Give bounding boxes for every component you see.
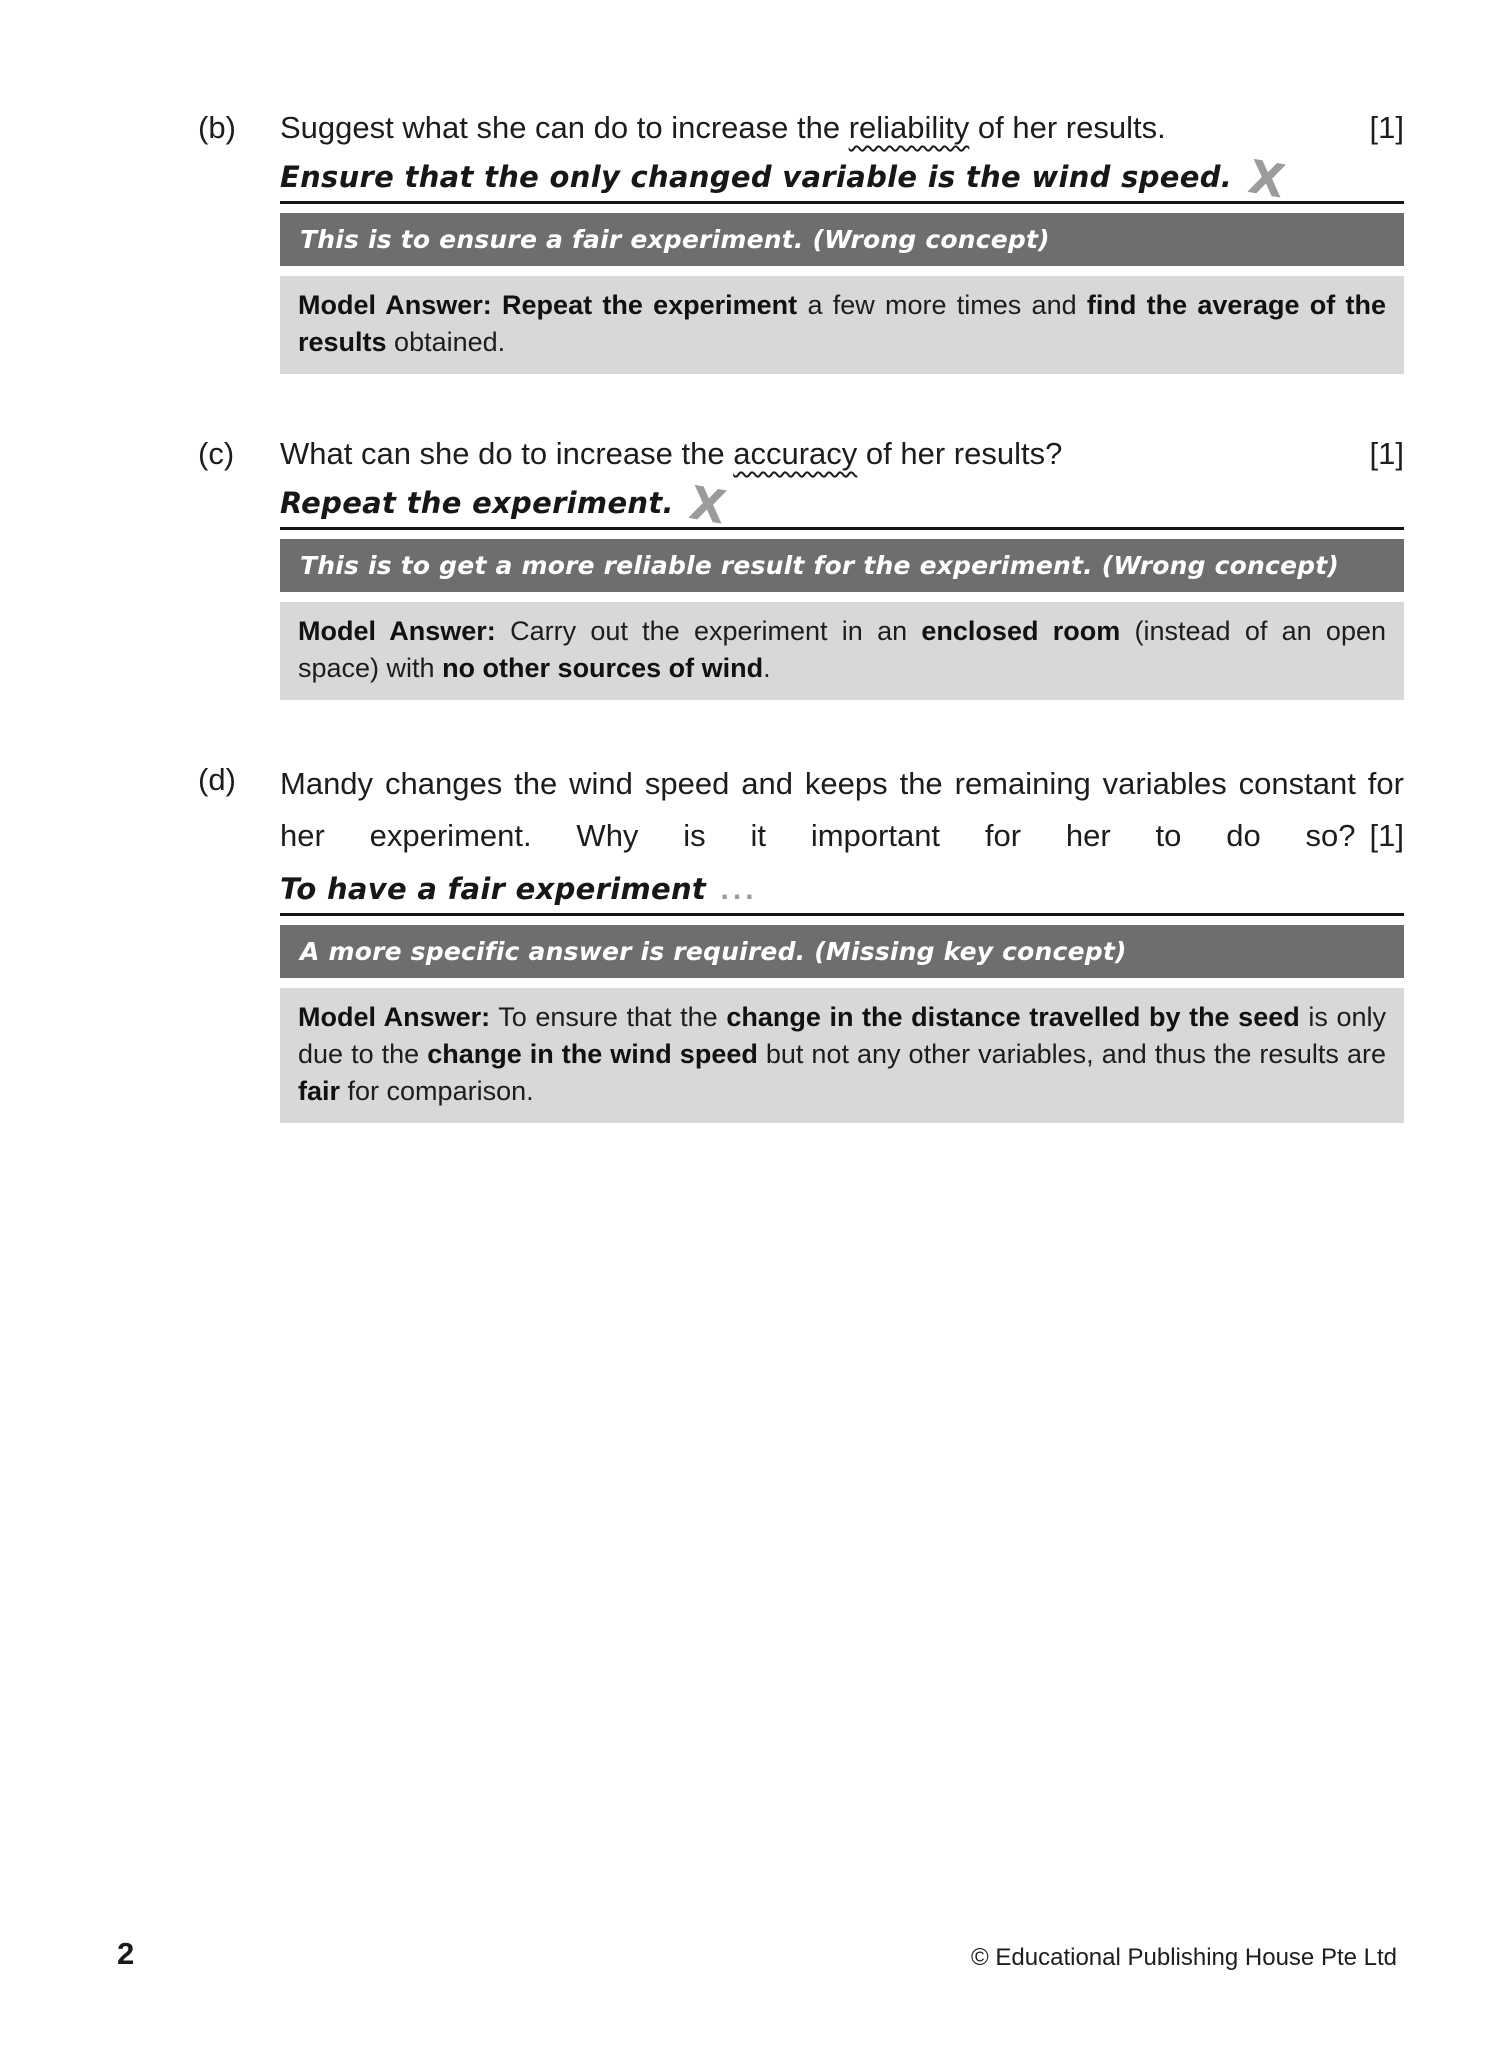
page-number: 2 xyxy=(117,1936,135,1971)
question-text-after: of her results? xyxy=(857,436,1063,471)
student-answer: Repeat the experiment. xyxy=(280,486,674,520)
model-answer-text: Model Answer: Repeat the experiment a few more times and find the average of the results obtained. xyxy=(298,290,1386,357)
answer-line xyxy=(280,872,1404,916)
model-answer-box xyxy=(280,276,1404,374)
question-text xyxy=(280,432,1346,476)
wrong-mark-icon: X xyxy=(1244,149,1289,209)
copyright-text: © Educational Publishing House Pte Ltd xyxy=(971,1944,1397,1971)
model-answer-box xyxy=(280,602,1404,700)
question-text-before: Suggest what she can do to increase the xyxy=(280,110,849,145)
question-section-c xyxy=(198,432,1404,700)
student-answer: To have a fair experiment xyxy=(280,872,707,906)
feedback-text: A more specific answer is required. (Missing key concept) xyxy=(300,937,1127,966)
ellipsis-mark-icon: ... xyxy=(720,873,758,906)
answer-line xyxy=(280,475,1404,535)
question-text xyxy=(280,758,1404,862)
student-answer: Ensure that the only changed variable is the wind speed. xyxy=(280,160,1233,194)
question-line xyxy=(198,432,1404,476)
feedback-text: This is to get a more reliable result for the experiment. (Wrong concept) xyxy=(300,551,1340,580)
model-answer-box xyxy=(280,988,1404,1123)
question-section-b xyxy=(198,106,1404,374)
question-line xyxy=(198,758,1404,862)
question-section-d xyxy=(198,758,1404,1123)
answer-line xyxy=(280,149,1404,209)
model-answer-text: Model Answer: To ensure that the change in the distance travelled by the seed is only due to the change in the wind speed but not any other variables, and thus the results are fair for comparison. xyxy=(298,1002,1386,1106)
worksheet-content xyxy=(198,106,1404,1123)
feedback-text: This is to ensure a fair experiment. (Wrong concept) xyxy=(300,225,1050,254)
question-text-body: Mandy changes the wind speed and keeps the remaining variables constant for her experiment. Why is it important for her to do so? xyxy=(280,766,1404,853)
marks-badge: [1] xyxy=(1369,110,1404,145)
wrong-mark-icon: X xyxy=(685,475,731,535)
question-label: (c) xyxy=(198,436,235,471)
marks-badge: [1] xyxy=(1369,436,1404,471)
question-label: (b) xyxy=(198,110,236,145)
keyword-wavy-underline: reliability xyxy=(848,110,970,145)
feedback-bar xyxy=(280,539,1404,592)
question-text-after: of her results. xyxy=(969,110,1166,145)
marks-badge: [1] xyxy=(1369,818,1404,853)
model-answer-text: Model Answer: Carry out the experiment in an enclosed room (instead of an open space) with no other sources of wind. xyxy=(298,616,1387,683)
feedback-bar xyxy=(280,213,1404,266)
question-text xyxy=(280,106,1346,150)
question-text-before: What can she do to increase the xyxy=(280,436,734,471)
question-line xyxy=(198,106,1404,150)
keyword-wavy-underline: accuracy xyxy=(733,436,858,471)
feedback-bar xyxy=(280,925,1404,978)
question-label: (d) xyxy=(198,762,236,797)
